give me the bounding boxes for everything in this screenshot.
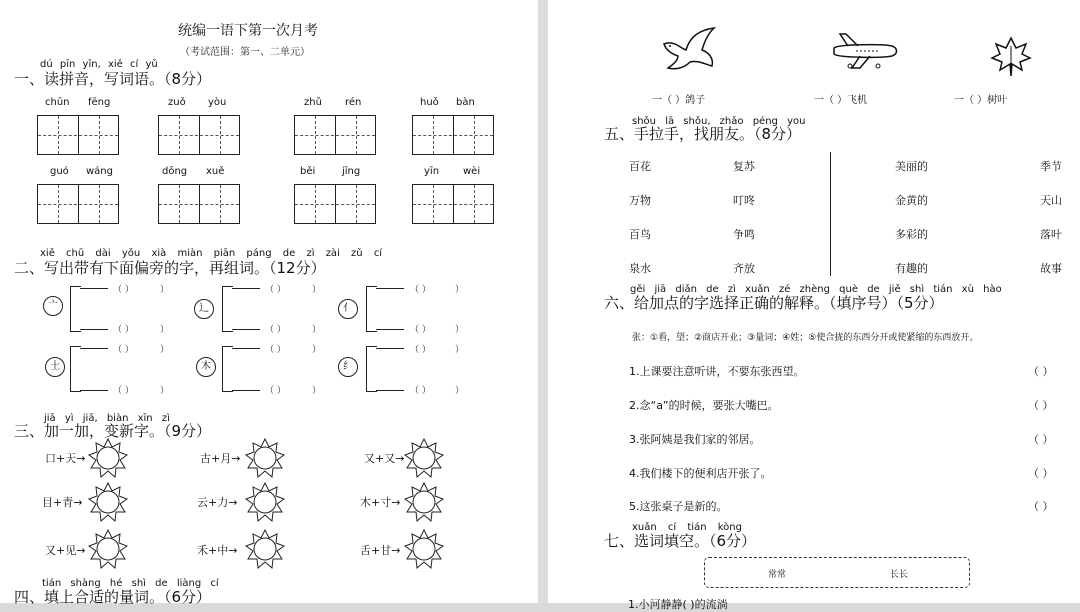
fill-question-partial: 1.小河静静( )的流淌 (628, 598, 728, 611)
answer-line[interactable] (232, 329, 260, 330)
match-word[interactable]: 落叶 (1040, 228, 1062, 241)
match-word[interactable]: 复苏 (733, 160, 755, 173)
combine-item: 木+寸→ (360, 496, 401, 509)
s4-pinyin: tián shàng hé shì de liàng cí (42, 578, 219, 589)
sun-answer-icon[interactable] (404, 529, 444, 569)
paren-blank[interactable]: （ ） (265, 285, 286, 295)
dove-icon (660, 26, 720, 74)
exam-scope: （考试范围：第一、二单元） (180, 47, 310, 58)
match-word[interactable]: 美丽的 (895, 160, 928, 173)
tian-grid-box[interactable] (37, 115, 119, 155)
s6-heading: 六、给加点的字选择正确的解释。（填序号）（5分） (604, 294, 944, 312)
match-word[interactable]: 季节 (1040, 160, 1062, 173)
py-label: wèi (463, 166, 481, 177)
question-item: 1.上课要注意听讲，不要东张西望。 (629, 365, 805, 378)
match-word[interactable]: 百鸟 (629, 228, 651, 241)
question-item: 5.这张桌子是新的。 (629, 500, 728, 513)
answer-line[interactable] (376, 390, 404, 391)
word-bank-item: 常常 (768, 570, 787, 580)
sun-answer-icon[interactable] (88, 529, 128, 569)
bracket (222, 286, 233, 332)
paren-blank[interactable]: ） (312, 386, 322, 396)
paren-blank[interactable]: （ ） (113, 386, 134, 396)
paren-blank[interactable]: ） (312, 285, 322, 295)
match-word[interactable]: 金黄的 (895, 194, 928, 207)
bracket (366, 346, 377, 392)
combine-item: 云+力→ (197, 496, 238, 509)
question-item: 3.张阿姨是我们家的邻居。 (629, 433, 761, 446)
s5-heading: 五、手拉手，找朋友。（8分） (604, 125, 802, 143)
paren-blank[interactable]: ） (160, 386, 170, 396)
paren-blank[interactable]: （ ） (113, 285, 134, 295)
answer-line[interactable] (80, 288, 108, 289)
combine-item: 舌+甘→ (360, 544, 401, 557)
bracket (70, 346, 81, 392)
left-page (0, 0, 538, 606)
paren-blank[interactable]: （ ） (410, 285, 431, 295)
tian-grid-box[interactable] (158, 184, 240, 224)
paren-blank[interactable]: ） (160, 285, 170, 295)
paren-blank[interactable]: （ ） (410, 325, 431, 335)
exam-title: 统编一语下第一次月考 (178, 23, 318, 39)
bracket (366, 286, 377, 332)
paren-blank[interactable]: （ ） (265, 325, 286, 335)
answer-paren[interactable]: （ ） (1028, 399, 1054, 412)
combine-item: 又+又→ (364, 452, 405, 465)
answer-line[interactable] (232, 348, 260, 349)
s3-heading: 三、加一加，变新字。（9分） (14, 422, 212, 440)
py-label: bàn (456, 97, 475, 108)
py-label: rén (345, 97, 362, 108)
question-item: 4.我们楼下的便利店开张了。 (629, 467, 772, 480)
s1-pinyin: dú pīn yīn, xiě cí yǔ (40, 59, 158, 70)
paren-blank[interactable]: （ ） (265, 345, 286, 355)
py-label: běi (300, 166, 316, 177)
sun-answer-icon[interactable] (88, 438, 128, 478)
radical-circle: 亠 (43, 296, 63, 316)
sun-answer-icon[interactable] (245, 438, 285, 478)
column-divider (830, 152, 831, 276)
py-label: huǒ (420, 97, 439, 108)
tian-grid-box[interactable] (412, 184, 494, 224)
sun-answer-icon[interactable] (245, 529, 285, 569)
radical-circle: 亻 (338, 299, 358, 319)
answer-line[interactable] (232, 390, 260, 391)
word-bank-item: 长长 (890, 570, 909, 580)
combine-item: 又+见→ (45, 544, 86, 557)
combine-item: 目+青→ (42, 496, 83, 509)
paren-blank[interactable]: ） (455, 345, 465, 355)
match-word[interactable]: 万物 (629, 194, 651, 207)
s4-heading: 四、填上合适的量词。（6分） (14, 588, 212, 606)
quantifier-blank-plane[interactable]: 一（ ）飞机 (814, 95, 868, 106)
quantifier-blank-dove[interactable]: 一（ ）鸽子 (652, 95, 706, 106)
airplane-icon (830, 30, 902, 72)
quantifier-blank-leaf[interactable]: 一（ ）树叶 (954, 95, 1008, 106)
right-page (548, 0, 1080, 611)
py-label: fēng (88, 97, 111, 108)
paren-blank[interactable]: ） (455, 285, 465, 295)
py-label: chūn (45, 97, 70, 108)
combine-item: 古+月→ (200, 452, 241, 465)
bracket (70, 286, 81, 332)
tian-grid-box[interactable] (294, 184, 376, 224)
page-gap (538, 0, 548, 603)
paren-blank[interactable]: ） (312, 325, 322, 335)
answer-line[interactable] (376, 288, 404, 289)
py-label: zuǒ (168, 97, 186, 108)
s2-pinyin: xiě chū dài yǒu xià miàn piān páng de zì zài zǔ cí (40, 248, 383, 259)
match-word[interactable]: 有趣的 (895, 262, 928, 275)
s5-pinyin: shǒu lā shǒu, zhǎo péng you (632, 116, 806, 127)
combine-item: 禾+中→ (197, 544, 238, 557)
paren-blank[interactable]: ） (455, 325, 465, 335)
s6-pinyin: gěi jiā diǎn de zì xuǎn zé zhèng què de jiě shì tián xù hào (630, 284, 1002, 295)
s2-heading: 二、写出带有下面偏旁的字，再组词。（12分） (14, 259, 326, 277)
sun-answer-icon[interactable] (245, 482, 285, 522)
py-label: xuě (206, 166, 225, 177)
match-word[interactable]: 百花 (629, 160, 651, 173)
paren-blank[interactable]: ） (455, 386, 465, 396)
match-word[interactable]: 泉水 (629, 262, 651, 275)
word-bank (704, 557, 970, 588)
tian-grid-box[interactable] (37, 184, 119, 224)
paren-blank[interactable]: （ ） (410, 386, 431, 396)
py-label: wáng (86, 166, 113, 177)
s1-heading: 一、读拼音，写词语。（8分） (14, 70, 212, 88)
answer-line[interactable] (376, 348, 404, 349)
answer-paren[interactable]: （ ） (1028, 365, 1054, 378)
definition-options: 张：①看，望；②商店开业；③量词；④姓；⑤使合拢的东西分开或使紧缩的东西放开。 (632, 333, 979, 343)
bracket (222, 346, 233, 392)
py-label: yīn (424, 166, 440, 177)
radical-circle: 土 (45, 357, 65, 377)
match-word[interactable]: 多彩的 (895, 228, 928, 241)
match-word[interactable]: 齐放 (733, 262, 755, 275)
py-label: jīng (342, 166, 361, 177)
py-label: guó (50, 166, 69, 177)
match-word[interactable]: 争鸣 (733, 228, 755, 241)
s3-pinyin: jiā yì jiā, biàn xīn zì (44, 413, 170, 424)
py-label: dōng (162, 166, 188, 177)
paren-blank[interactable]: （ ） (410, 345, 431, 355)
s7-heading: 七、选词填空。（6分） (604, 532, 757, 550)
sun-answer-icon[interactable] (88, 482, 128, 522)
paren-blank[interactable]: ） (312, 345, 322, 355)
answer-paren[interactable]: （ ） (1028, 467, 1054, 480)
match-word[interactable]: 叮咚 (733, 194, 755, 207)
answer-line[interactable] (80, 348, 108, 349)
question-item: 2.念“a”的时候，要张大嘴巴。 (629, 399, 779, 412)
tian-grid-box[interactable] (412, 115, 494, 155)
sun-answer-icon[interactable] (404, 482, 444, 522)
answer-line[interactable] (80, 329, 108, 330)
answer-line[interactable] (80, 390, 108, 391)
py-label: yòu (208, 97, 227, 108)
paren-blank[interactable]: ） (160, 345, 170, 355)
paren-blank[interactable]: （ ） (113, 345, 134, 355)
radical-circle: 辶 (194, 299, 214, 319)
combine-item: 口+天→ (45, 452, 86, 465)
tian-grid-box[interactable] (158, 115, 240, 155)
paren-blank[interactable]: ） (160, 325, 170, 335)
sun-answer-icon[interactable] (404, 438, 444, 478)
answer-paren[interactable]: （ ） (1028, 500, 1054, 513)
radical-circle: 木 (196, 357, 216, 377)
answer-line[interactable] (232, 288, 260, 289)
tian-grid-box[interactable] (294, 115, 376, 155)
py-label: zhǔ (304, 97, 322, 108)
paren-blank[interactable]: （ ） (265, 386, 286, 396)
paren-blank[interactable]: （ ） (113, 325, 134, 335)
radical-circle: 纟 (338, 357, 358, 377)
match-word[interactable]: 天山 (1040, 194, 1062, 207)
answer-line[interactable] (376, 329, 404, 330)
s7-pinyin: xuǎn cí tián kòng (632, 522, 742, 533)
leaf-icon (990, 36, 1032, 78)
answer-paren[interactable]: （ ） (1028, 433, 1054, 446)
match-word[interactable]: 故事 (1040, 262, 1062, 275)
